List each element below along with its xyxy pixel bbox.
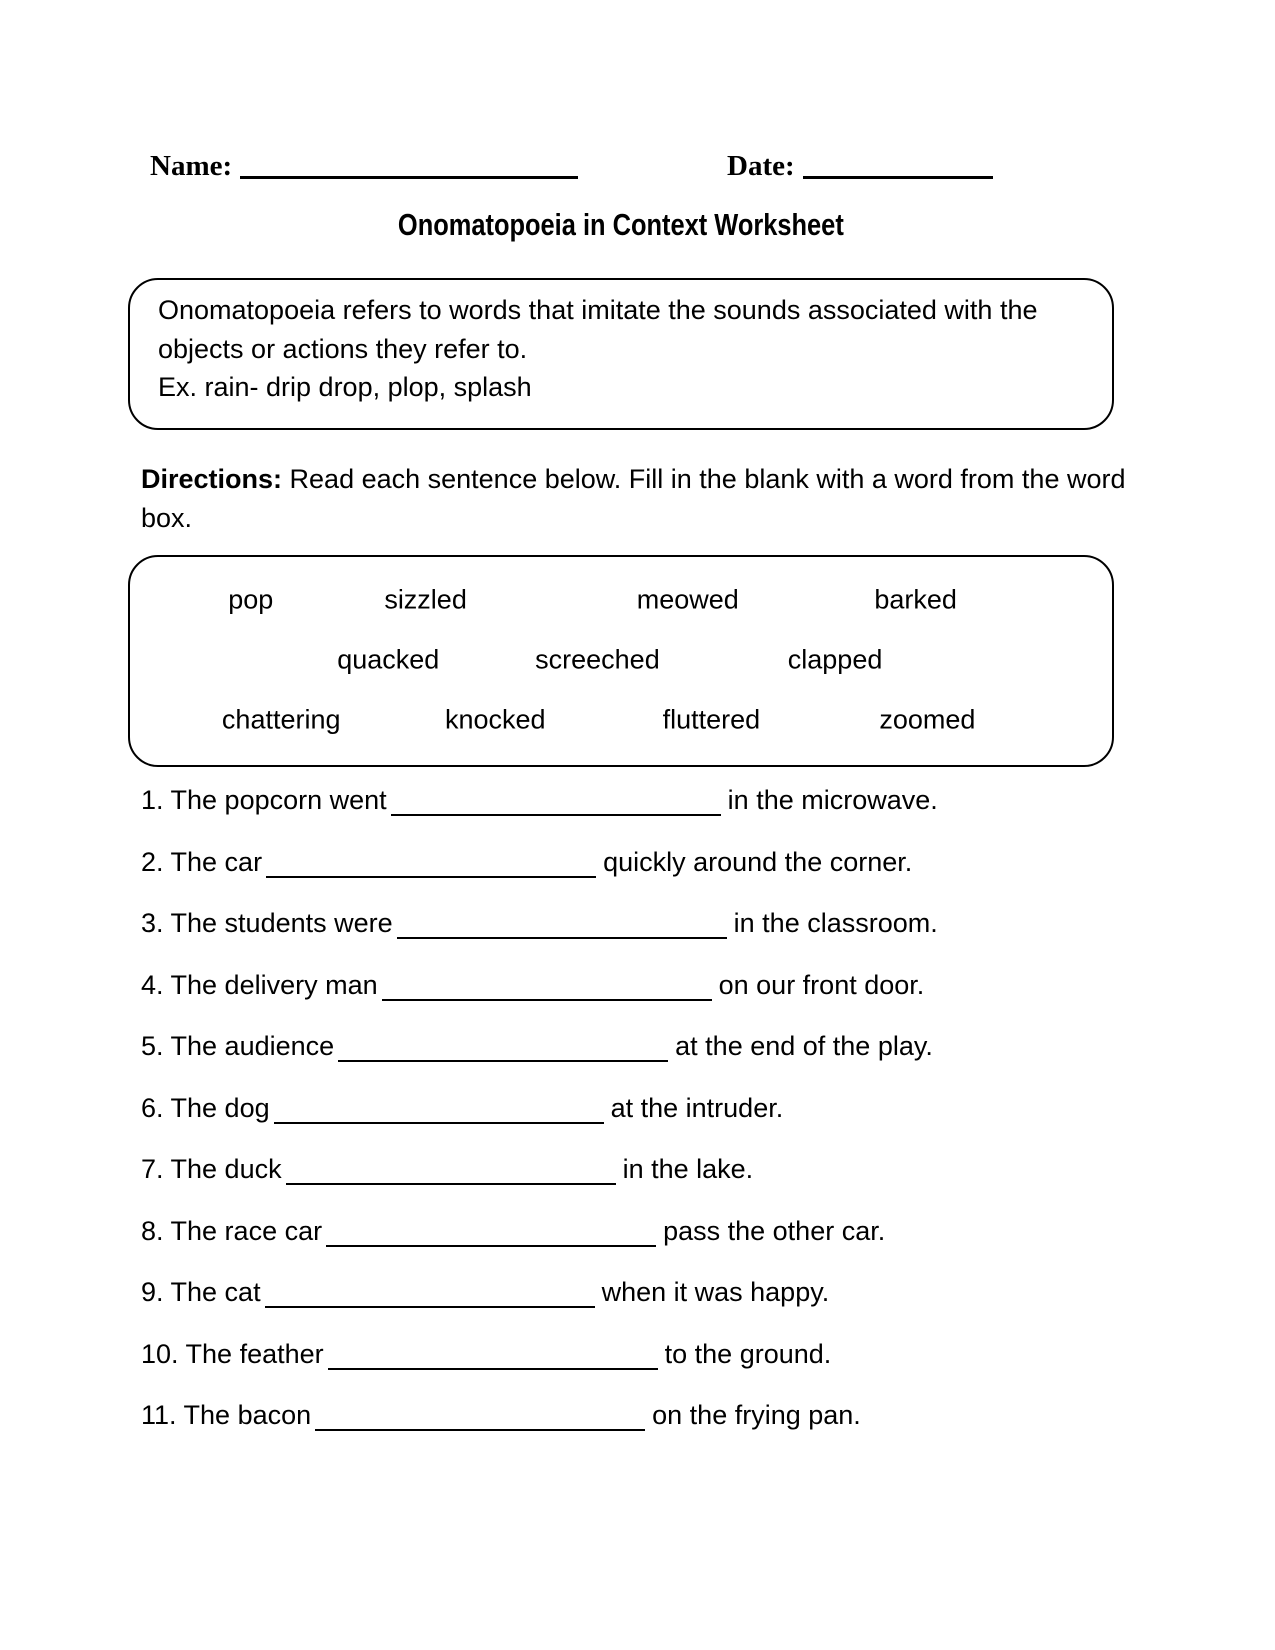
word-box-word: sizzled (384, 584, 467, 615)
sentence-text-post: pass the other car. (663, 1215, 886, 1246)
worksheet-title (128, 205, 1114, 245)
sentence-text-post: on our front door. (718, 969, 925, 1000)
directions-text: Read each sentence below. Fill in the blank with a word from the word box. (141, 464, 1126, 533)
directions (141, 460, 1141, 538)
sentence-text-pre: 6. The dog (141, 1092, 270, 1123)
sentence-text-post: quickly around the corner. (603, 846, 913, 877)
sentence-text-post: in the classroom. (733, 908, 938, 938)
sentence-row-11 (141, 1385, 1191, 1447)
worksheet-title-text: Onomatopoeia in Context Worksheet (398, 207, 844, 242)
sentence-text-pre: 9. The cat (141, 1277, 261, 1307)
sentence-row-8 (141, 1201, 1191, 1263)
word-box-row (130, 570, 1112, 630)
name-field (150, 150, 578, 183)
word-box-row (130, 690, 1112, 750)
date-label: Date: (727, 150, 795, 182)
sentence-text-pre: 1. The popcorn went (141, 785, 387, 815)
fill-in-blank (391, 813, 721, 816)
sentence-text-pre: 4. The delivery man (141, 969, 378, 1000)
sentence-text-pre: 2. The car (141, 846, 263, 877)
sentence-text-pre: 11. The bacon (141, 1400, 312, 1430)
sentence-row-2 (141, 832, 1191, 894)
sentence-text-pre: 3. The students were (141, 908, 393, 938)
sentence-row-9 (141, 1262, 1191, 1324)
word-box-word: screeched (535, 644, 660, 675)
sentence-text-post: in the lake. (622, 1154, 754, 1184)
word-box-word: knocked (445, 704, 546, 735)
word-box-word: meowed (636, 584, 739, 615)
definition-box (128, 278, 1114, 430)
sentence-list (141, 770, 1191, 1447)
fill-in-blank (265, 1305, 595, 1308)
word-box-word: zoomed (879, 704, 976, 735)
word-box-row (130, 630, 1112, 690)
sentence-text-pre: 8. The race car (141, 1215, 323, 1246)
word-box-word: quacked (337, 644, 440, 675)
fill-in-blank (266, 875, 596, 878)
definition-example: Ex. rain- drip drop, plop, splash (158, 372, 532, 402)
sentence-text-pre: 5. The audience (141, 1031, 335, 1061)
sentence-text-post: at the end of the play. (675, 1031, 933, 1061)
sentence-row-7 (141, 1139, 1191, 1201)
sentence-text-post: on the frying pan. (652, 1400, 861, 1430)
word-box-word: chattering (221, 704, 341, 735)
fill-in-blank (326, 1244, 656, 1247)
sentence-row-4 (141, 955, 1191, 1017)
sentence-text-pre: 10. The feather (141, 1338, 324, 1369)
name-label: Name: (150, 150, 233, 182)
sentence-text-post: when it was happy. (601, 1277, 830, 1307)
sentence-text-pre: 7. The duck (141, 1154, 282, 1184)
word-box (128, 555, 1114, 767)
sentence-row-6 (141, 1078, 1191, 1140)
fill-in-blank (274, 1121, 604, 1124)
word-box-word: barked (874, 584, 957, 615)
sentence-row-3 (141, 893, 1191, 955)
fill-in-blank (338, 1059, 668, 1062)
date-blank-line (803, 175, 993, 179)
word-box-word: clapped (787, 644, 883, 675)
definition-text: Onomatopoeia refers to words that imitate the sounds associated with the objects or actions they refer to. (158, 295, 1038, 364)
date-field (727, 150, 993, 183)
fill-in-blank (286, 1182, 616, 1185)
word-box-word: fluttered (662, 704, 761, 735)
fill-in-blank (315, 1428, 645, 1431)
fill-in-blank (397, 936, 727, 939)
fill-in-blank (328, 1367, 658, 1370)
sentence-row-5 (141, 1016, 1191, 1078)
sentence-text-post: in the microwave. (727, 785, 938, 815)
directions-label: Directions: (141, 464, 283, 494)
name-blank-line (240, 175, 578, 179)
sentence-text-post: to the ground. (664, 1338, 832, 1369)
sentence-row-1 (141, 770, 1191, 832)
word-box-word: pop (228, 584, 274, 615)
fill-in-blank (382, 998, 712, 1001)
sentence-text-post: at the intruder. (610, 1092, 784, 1123)
sentence-row-10 (141, 1324, 1191, 1386)
